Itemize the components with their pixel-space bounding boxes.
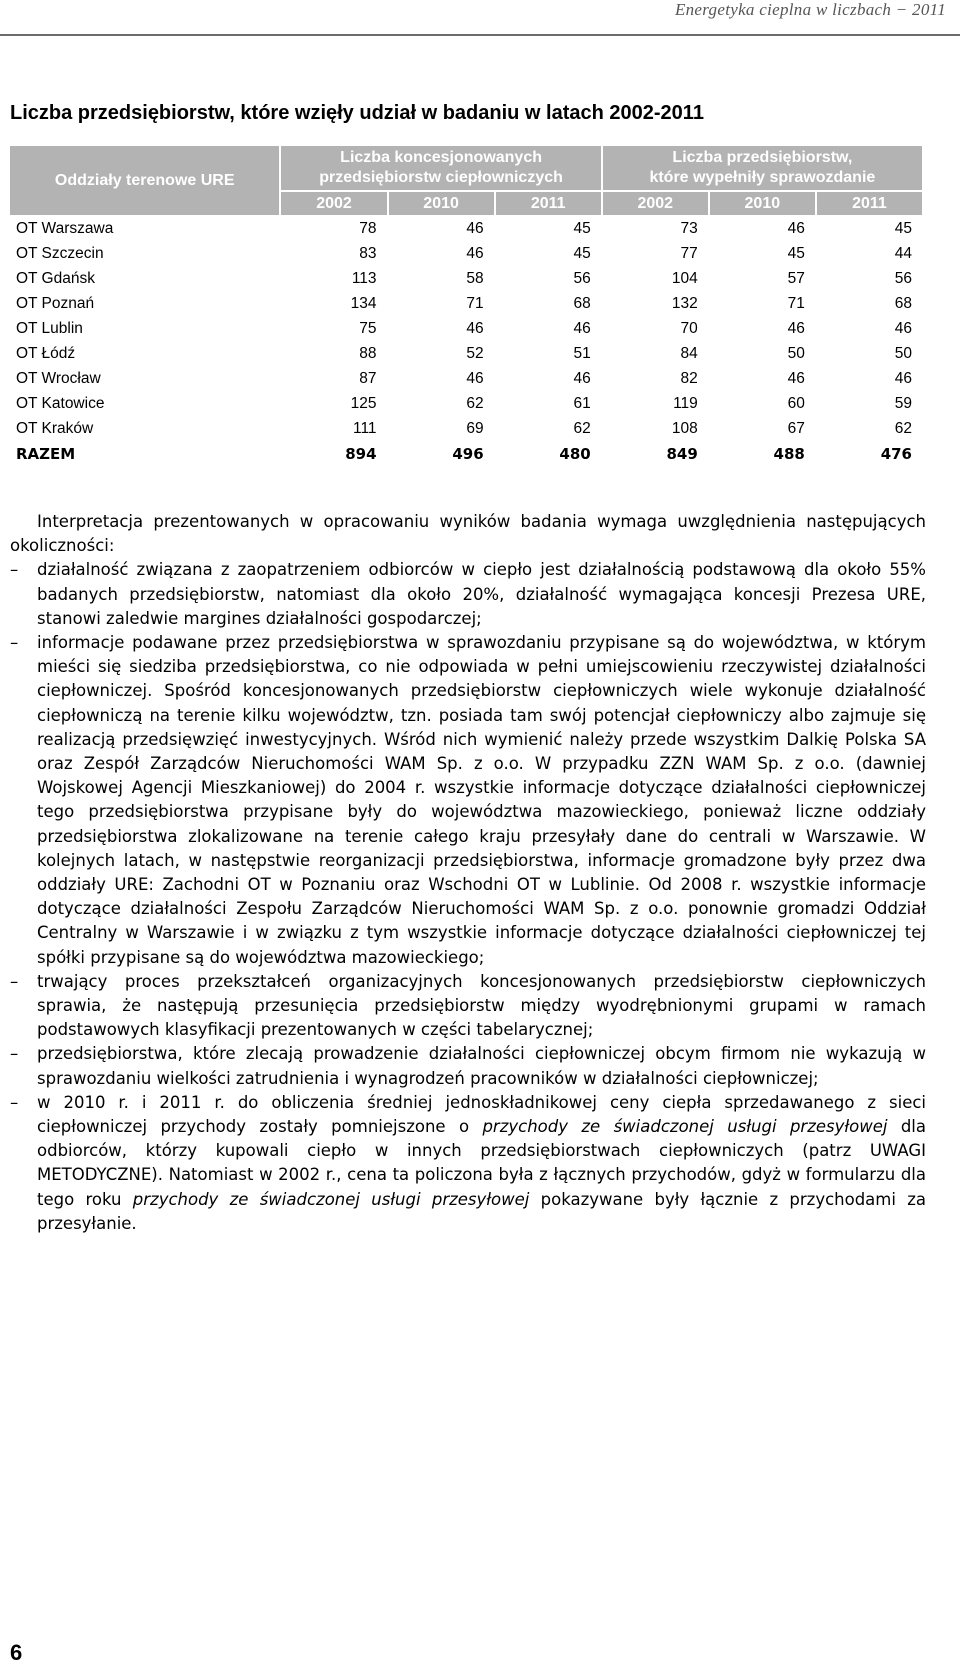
table-cell: 108 bbox=[671, 419, 698, 437]
list-item bbox=[10, 558, 926, 631]
table-cell: 60 bbox=[787, 394, 805, 412]
table-row bbox=[10, 292, 922, 315]
table-cell: 67 bbox=[787, 419, 805, 437]
table-cell: 46 bbox=[466, 369, 484, 387]
table-cell: 132 bbox=[671, 294, 698, 312]
dash-bullet: – bbox=[10, 1044, 19, 1064]
table-cell: 46 bbox=[466, 319, 484, 337]
table-cell: 104 bbox=[671, 269, 698, 287]
table-cell: 70 bbox=[680, 319, 698, 337]
running-header: Energetyka cieplna w liczbach − 2011 bbox=[674, 0, 946, 19]
region-name: OT Warszawa bbox=[16, 219, 114, 237]
table-row bbox=[10, 217, 922, 240]
table-cell: 61 bbox=[573, 394, 591, 412]
table-cell: 46 bbox=[894, 319, 912, 337]
table-row bbox=[10, 242, 922, 265]
table-cell: 45 bbox=[573, 244, 591, 262]
table-cell: 50 bbox=[787, 344, 805, 362]
list-item-text: przedsiębiorstwa, które zlecają prowadzenie działalności ciepłowniczej obcym firmom nie wykazują w sprawozdaniu wielkości zatrudnienia i wynagrodzeń pracowników w działalności ciepłowniczej; bbox=[37, 1044, 926, 1088]
table-row bbox=[10, 342, 922, 365]
table-cell: 46 bbox=[894, 369, 912, 387]
enterprises-table bbox=[8, 144, 924, 467]
year-header: 2011 bbox=[817, 192, 922, 215]
conditions-list bbox=[10, 558, 926, 1236]
table-title: Liczba przedsiębiorstw, które wzięły udział w badaniu w latach 2002-2011 bbox=[10, 102, 704, 124]
total-cell: 488 bbox=[773, 444, 805, 463]
table-row bbox=[10, 392, 922, 415]
table-cell: 84 bbox=[680, 344, 698, 362]
list-item bbox=[10, 970, 926, 1043]
italic-term: przychody ze świadczonej usługi przesyłowej bbox=[132, 1189, 530, 1209]
dash-bullet: – bbox=[10, 971, 19, 991]
table-cell: 51 bbox=[573, 344, 591, 362]
page-number: 6 bbox=[10, 1640, 23, 1665]
table-cell: 44 bbox=[894, 244, 912, 262]
total-label: RAZEM bbox=[16, 444, 76, 463]
italic-term: przychody ze świadczonej usługi przesyłowej bbox=[482, 1117, 888, 1137]
table-cell: 57 bbox=[787, 269, 805, 287]
table-cell: 83 bbox=[359, 244, 377, 262]
list-item-text: działalność związana z zaopatrzeniem odbiorców w ciepło jest działalnością podstawową dla około 55% badanych przedsiębiorstw, natomiast dla około 20%, działalność wymagająca koncesji Prezesa URE, stanowi zaledwie margines działalności gospodarczej; bbox=[37, 560, 926, 628]
list-item-text: informacje podawane przez przedsiębiorstwa w sprawozdaniu przypisane są do województwa, w którym mieści się siedziba przedsiębiorstwa, co nie odpowiada w pełni umiejscowieniu rzeczywistej działalności ciepłowniczej. Spośród koncesjonowanych przedsiębiorstw ciepłowniczych wiele wykonuje działalność ciepłowniczą na terenie kilku województw, tzn. posiada tam swój potencjał ciepłowniczy albo zajmuje się realizacją przedsięwzięć inwestycyjnych. Wśród nich wymienić należy przede wszystkim Dalkię Polska SA oraz Zespół Zarządców Nieruchomości WAM Sp. z o.o. W przypadku ZZN WAM Sp. z o.o. (dawniej Wojskowej Agencji Mieszkaniowej) do 2004 r. wszystkie informacje dotyczące działalności ciepłowniczej tego przedsiębiorstwa przypisane były do województwa mazowieckiego, ponieważ liczne oddziały przedsiębiorstwa zlokalizowane na terenie całego kraju przesyłały dane do centrali w Warszawie. W kolejnych latach, w następstwie reorganizacji przedsiębiorstwa, informacje gromadzone były przez dwa oddziały URE: Zachodni OT w Poznaniu oraz Wschodni OT w Lublinie. Od 2008 r. wszystkie informacje dotyczące działalności Zespołu Zarządców Nieruchomości WAM Sp. z o.o. ponownie gromadzi Oddział Centralny w Warszawie i w związku z tym wszystkie informacje dotyczące działalności ciepłowniczej tej spółki przypisane są do województwa mazowieckiego; bbox=[37, 633, 926, 967]
table-cell: 62 bbox=[894, 419, 912, 437]
list-item bbox=[10, 631, 926, 970]
header-rule bbox=[0, 34, 960, 36]
interpretation-text bbox=[10, 510, 926, 1236]
table-cell: 125 bbox=[350, 394, 377, 412]
table-cell: 45 bbox=[573, 219, 591, 237]
region-name: OT Wrocław bbox=[16, 369, 101, 387]
dash-bullet: – bbox=[10, 1092, 19, 1112]
table-cell: 50 bbox=[894, 344, 912, 362]
year-header: 2010 bbox=[389, 192, 494, 215]
year-header: 2010 bbox=[710, 192, 815, 215]
table-row bbox=[10, 417, 922, 440]
list-item bbox=[10, 1091, 926, 1236]
total-cell: 496 bbox=[452, 444, 484, 463]
table-cell: 78 bbox=[359, 219, 377, 237]
table-cell: 111 bbox=[352, 419, 377, 437]
region-name: OT Kraków bbox=[16, 419, 94, 437]
table-cell: 59 bbox=[894, 394, 912, 412]
table-cell: 134 bbox=[350, 294, 377, 312]
table-row bbox=[10, 317, 922, 340]
table-cell: 71 bbox=[787, 294, 805, 312]
total-cell: 480 bbox=[559, 444, 591, 463]
table-cell: 73 bbox=[680, 219, 698, 237]
region-name: OT Poznań bbox=[16, 294, 95, 312]
table-cell: 82 bbox=[680, 369, 698, 387]
header-group-licensed-line1: Liczba koncesjonowanych bbox=[340, 149, 542, 166]
table-cell: 45 bbox=[894, 219, 912, 237]
table-cell: 46 bbox=[787, 319, 805, 337]
table-cell: 45 bbox=[787, 244, 805, 262]
table-row bbox=[10, 367, 922, 390]
header-group-reported-line2: które wypełniły sprawozdanie bbox=[649, 169, 876, 186]
table-total-row bbox=[10, 442, 922, 465]
table-cell: 68 bbox=[573, 294, 591, 312]
dash-bullet: – bbox=[10, 633, 19, 653]
table-cell: 46 bbox=[787, 219, 805, 237]
region-name: OT Łódź bbox=[16, 344, 76, 362]
table-cell: 46 bbox=[573, 369, 591, 387]
table-cell: 56 bbox=[894, 269, 912, 287]
total-cell: 849 bbox=[666, 444, 698, 463]
table-cell: 68 bbox=[894, 294, 912, 312]
table-cell: 71 bbox=[466, 294, 484, 312]
dash-bullet: – bbox=[10, 560, 19, 580]
header-group-reported-line1: Liczba przedsiębiorstw, bbox=[672, 149, 853, 166]
table-cell: 62 bbox=[573, 419, 591, 437]
table-cell: 88 bbox=[359, 344, 377, 362]
region-name: OT Szczecin bbox=[16, 244, 104, 262]
table-cell: 46 bbox=[466, 244, 484, 262]
table-cell: 52 bbox=[466, 344, 484, 362]
header-region: Oddziały terenowe URE bbox=[10, 146, 279, 215]
table-cell: 75 bbox=[359, 319, 377, 337]
list-item-text: w 2010 r. i 2011 r. do obliczenia średniej jednoskładnikowej ceny ciepła sprzedawanego z sieci ciepłowniczej przychody zostały pomniejszone o bbox=[37, 1092, 926, 1137]
table-cell: 56 bbox=[573, 269, 591, 287]
region-name: OT Lublin bbox=[16, 319, 83, 337]
table-cell: 87 bbox=[359, 369, 377, 387]
year-header: 2002 bbox=[281, 192, 386, 215]
table-cell: 62 bbox=[466, 394, 484, 412]
table-cell: 119 bbox=[673, 394, 698, 412]
header-group-licensed bbox=[281, 146, 600, 190]
table-cell: 46 bbox=[787, 369, 805, 387]
list-item-text: trwający proces przekształceń organizacyjnych koncesjonowanych przedsiębiorstw ciepłowniczych sprawia, że następują przesunięcia przedsiębiorstw między wyodrębnionymi grupami w ramach podstawowych klasyfikacji prezentowanych w części tabelarycznej; bbox=[37, 971, 926, 1040]
table-cell: 58 bbox=[466, 269, 484, 287]
region-name: OT Katowice bbox=[16, 394, 105, 412]
table-cell: 77 bbox=[680, 244, 698, 262]
table-cell: 113 bbox=[351, 269, 377, 287]
table-cell: 69 bbox=[466, 419, 484, 437]
table-header-row bbox=[10, 146, 922, 190]
list-item bbox=[10, 1042, 926, 1090]
list-item-text: pokazywane były łącznie z przychodami za przesyłanie. bbox=[37, 1189, 927, 1233]
table-cell: 46 bbox=[466, 219, 484, 237]
table-row bbox=[10, 267, 922, 290]
total-cell: 476 bbox=[880, 444, 912, 463]
list-item-text: dla odbiorców, którzy kupowali ciepło w innych przedsiębiorstwach ciepłowniczych (patrz UWAGI METODYCZNE). Natomiast w 2002 r., cena ta policzona była z łącznych przychodów, gdyż w formularzu dla tego roku bbox=[37, 1117, 926, 1209]
header-group-reported bbox=[603, 146, 922, 190]
intro-paragraph: Interpretacja prezentowanych w opracowaniu wyników badania wymaga uwzględnienia następujących okoliczności: bbox=[10, 512, 926, 556]
table-cell: 46 bbox=[573, 319, 591, 337]
total-cell: 894 bbox=[345, 444, 377, 463]
header-group-licensed-line2: przedsiębiorstw ciepłowniczych bbox=[319, 169, 563, 186]
region-name: OT Gdańsk bbox=[16, 269, 95, 287]
year-header: 2011 bbox=[496, 192, 601, 215]
year-header: 2002 bbox=[603, 192, 708, 215]
